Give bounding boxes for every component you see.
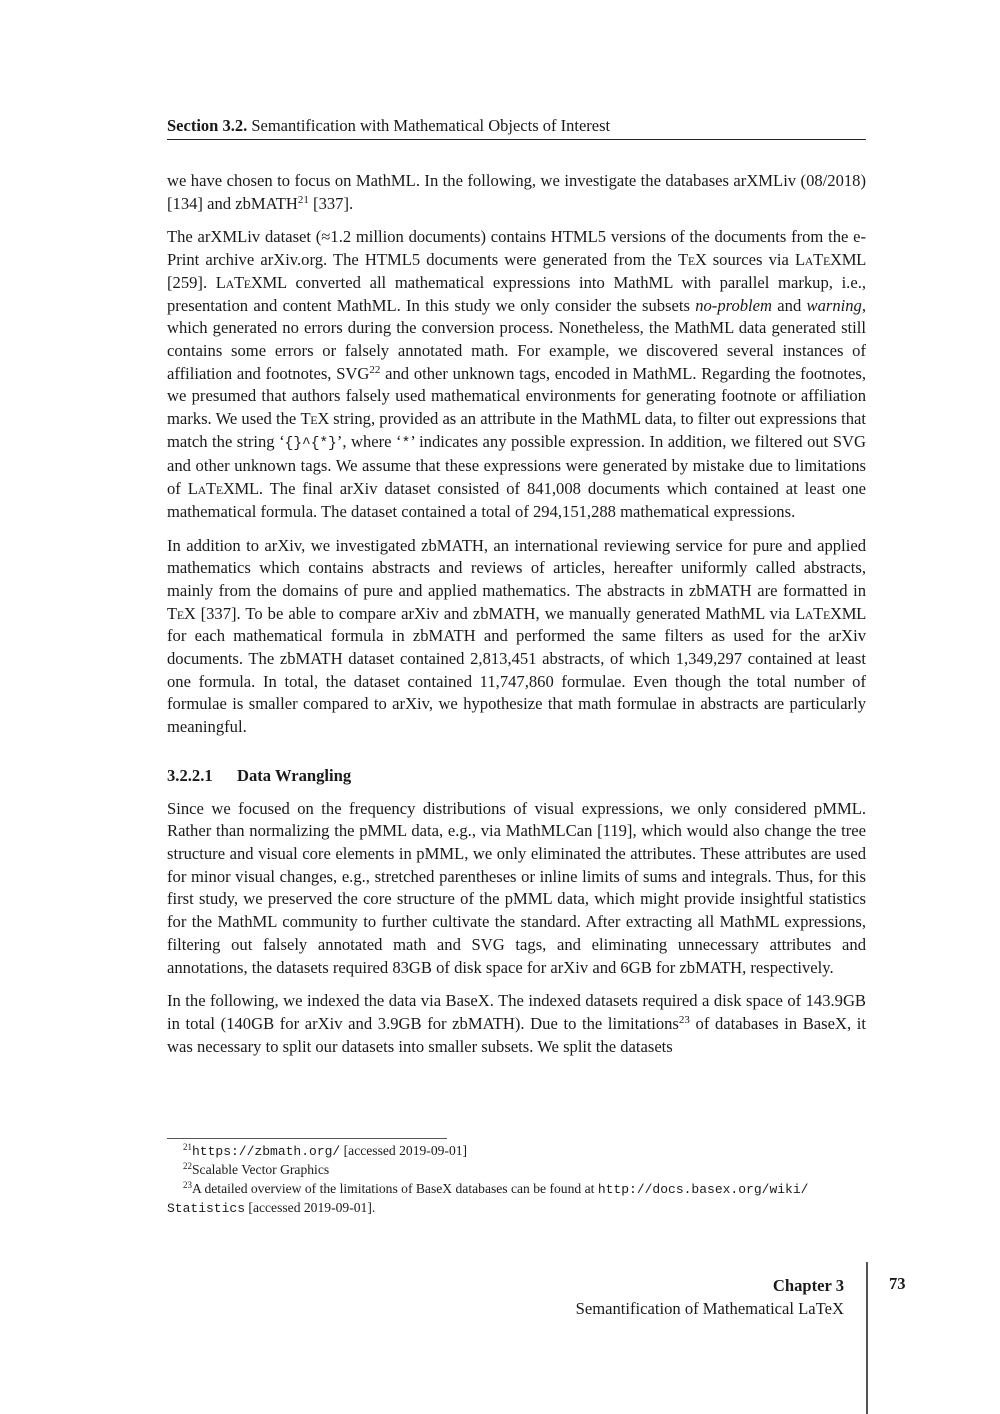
text-run: [337]. To be able to compare arXiv and zbMATH, we manually generated MathML via <box>195 603 795 623</box>
tex-logo: LaTeXML <box>215 272 287 292</box>
text-run: and <box>772 295 807 315</box>
text-run: , which generated no errors during the conversion process. Nonetheless, the MathML data generated still contains some errors or falsely annotated math. For example, we discovered several instances of affiliation and footnotes, SVG <box>167 295 866 383</box>
code-text: {}^{*} <box>284 435 337 452</box>
subsection-heading <box>167 765 866 788</box>
section-label: Section 3.2. <box>167 116 248 135</box>
chapter-footer <box>576 1274 844 1320</box>
page-number: 73 <box>889 1274 906 1293</box>
tex-logo: LaTeXML <box>794 603 866 623</box>
text-run: of databases in BaseX, it was necessary to split our datasets into smaller subsets. We split the datasets <box>167 1013 866 1056</box>
footnote-marker: 23 <box>183 1179 192 1190</box>
tex-logo: TeX <box>167 603 196 623</box>
emphasis-text: warning <box>806 295 862 315</box>
subsection-title: Data Wrangling <box>237 765 352 785</box>
footnote <box>167 1180 866 1219</box>
footnote-marker: 23 <box>678 1013 690 1026</box>
text-run: we have chosen to focus on MathML. In the following, we investigate the databases arXMLiv (08/2018) [134] and zbMATH <box>167 171 866 213</box>
footnote-marker: 22 <box>369 363 381 376</box>
running-header <box>167 116 866 140</box>
footnote-marker: 21 <box>183 1142 192 1152</box>
text-run: and other unknown tags, encoded in MathML. Regarding the footnotes, we presumed that authors falsely used mathematical environments for generating footnote or affiliation marks. We used the <box>167 363 866 429</box>
emphasis-text: no-problem <box>695 295 773 315</box>
code-text: https://zbmath.org/ <box>192 1144 341 1159</box>
body-text <box>167 170 866 1069</box>
section-title: Semantification with Mathematical Objects of Interest <box>251 116 611 135</box>
footnote <box>167 1161 866 1179</box>
paragraph <box>167 170 866 215</box>
paragraphs-group-2 <box>167 798 866 1059</box>
text-run: for each mathematical formula in zbMATH and performed the same filters as used for the arXiv documents. The zbMATH dataset contained 2,813,451 abstracts, of which 1,349,297 contained at least one formula. In total, the dataset contained 11,747,860 formulae. Even though the total number of formulae is smaller compared to arXiv, we hypothesize that math formulae in abstracts are particularly meaningful. <box>167 626 866 737</box>
footnote <box>167 1142 866 1161</box>
code-text: * <box>401 435 411 452</box>
code-text: http://docs.basex.org/wiki/ Statistics <box>167 1181 809 1216</box>
text-run: converted all mathematical expressions into MathML with parallel markup, i.e., presentation and content MathML. In this study we only consider the subsets <box>167 272 866 315</box>
text-run: The arXMLiv dataset (≈1.2 million documents) contains HTML5 versions of the documents from the e-Print archive arXiv.org. The HTML5 documents were generated from the <box>167 227 866 270</box>
footnote-marker: 21 <box>297 193 309 206</box>
text-run: [accessed 2019-09-01] <box>340 1143 468 1158</box>
tex-logo: LaTeXML <box>794 250 867 270</box>
text-run: [259]. <box>167 272 216 292</box>
text-run: ’, where ‘ <box>336 431 402 451</box>
chapter-label: Chapter 3 <box>772 1276 844 1295</box>
footnote-marker: 22 <box>183 1161 192 1172</box>
tex-logo: TeX <box>678 250 707 270</box>
text-run: . The final arXiv dataset consisted of 841,008 documents which contained at least one mathematical formula. The dataset contained a total of 294,151,288 mathematical expressions. <box>167 479 866 521</box>
text-run: Since we focused on the frequency distributions of visual expressions, we only considered pMML. Rather than normalizing the pMML data, e.g., via MathMLCan [119], which would also change the tree structure and visual core elements in pMML, we only eliminated the attributes. These attributes are used for minor visual changes, e.g., stretched parentheses or inline limits of sums and integrals. Thus, for this first study, we preserved the core structure of the pMML data, which might provide insightful statistics for the MathML community to further cultivate the standard. After extracting all MathML expressions, filtering out falsely annotated math and SVG tags, and eliminating unnecessary attributes and annotations, the datasets required 83GB of disk space for arXiv and 6GB for zbMATH, respectively. <box>167 798 866 977</box>
paragraph <box>167 798 866 980</box>
text-run: [accessed 2019-09-01]. <box>245 1199 376 1215</box>
text-run: In the following, we indexed the data via BaseX. The indexed datasets required a disk space of 143.9GB in total (140GB for arXiv and 3.9GB for zbMATH). Due to the limitations <box>167 991 866 1033</box>
tex-logo: TeX <box>300 409 330 429</box>
paragraph <box>167 226 866 523</box>
text-run: string, provided as an attribute in the MathML data, to filter out expressions that match the string ‘ <box>167 409 866 451</box>
tex-logo: LaTeXML <box>187 479 259 499</box>
paragraph <box>167 535 866 739</box>
text-run: [337]. <box>308 193 354 213</box>
text-run: A detailed overview of the limitations of BaseX databases can be found at <box>192 1180 598 1196</box>
paragraph <box>167 990 866 1058</box>
paragraphs-group-1 <box>167 170 866 739</box>
footnote-rule <box>167 1138 447 1139</box>
subsection-number: 3.2.2.1 <box>167 765 213 785</box>
text-run: Scalable Vector Graphics <box>192 1162 330 1178</box>
footer-divider <box>866 1262 868 1414</box>
footnotes <box>167 1142 866 1218</box>
text-run: In addition to arXiv, we investigated zbMATH, an international reviewing service for pure and applied mathematics which contains abstracts and reviews of articles, hereafter uniformly called abstracts, mainly from the domains of pure and applied mathematics. The abstracts in zbMATH are formatted in <box>167 535 866 600</box>
text-run: ’ indicates any possible expression. In addition, we filtered out SVG and other unknown tags. We assume that these expressions were generated by mistake due to limitations of <box>167 431 866 499</box>
text-run: sources via <box>706 250 795 270</box>
chapter-title: Semantification of Mathematical LaTeX <box>575 1299 844 1318</box>
